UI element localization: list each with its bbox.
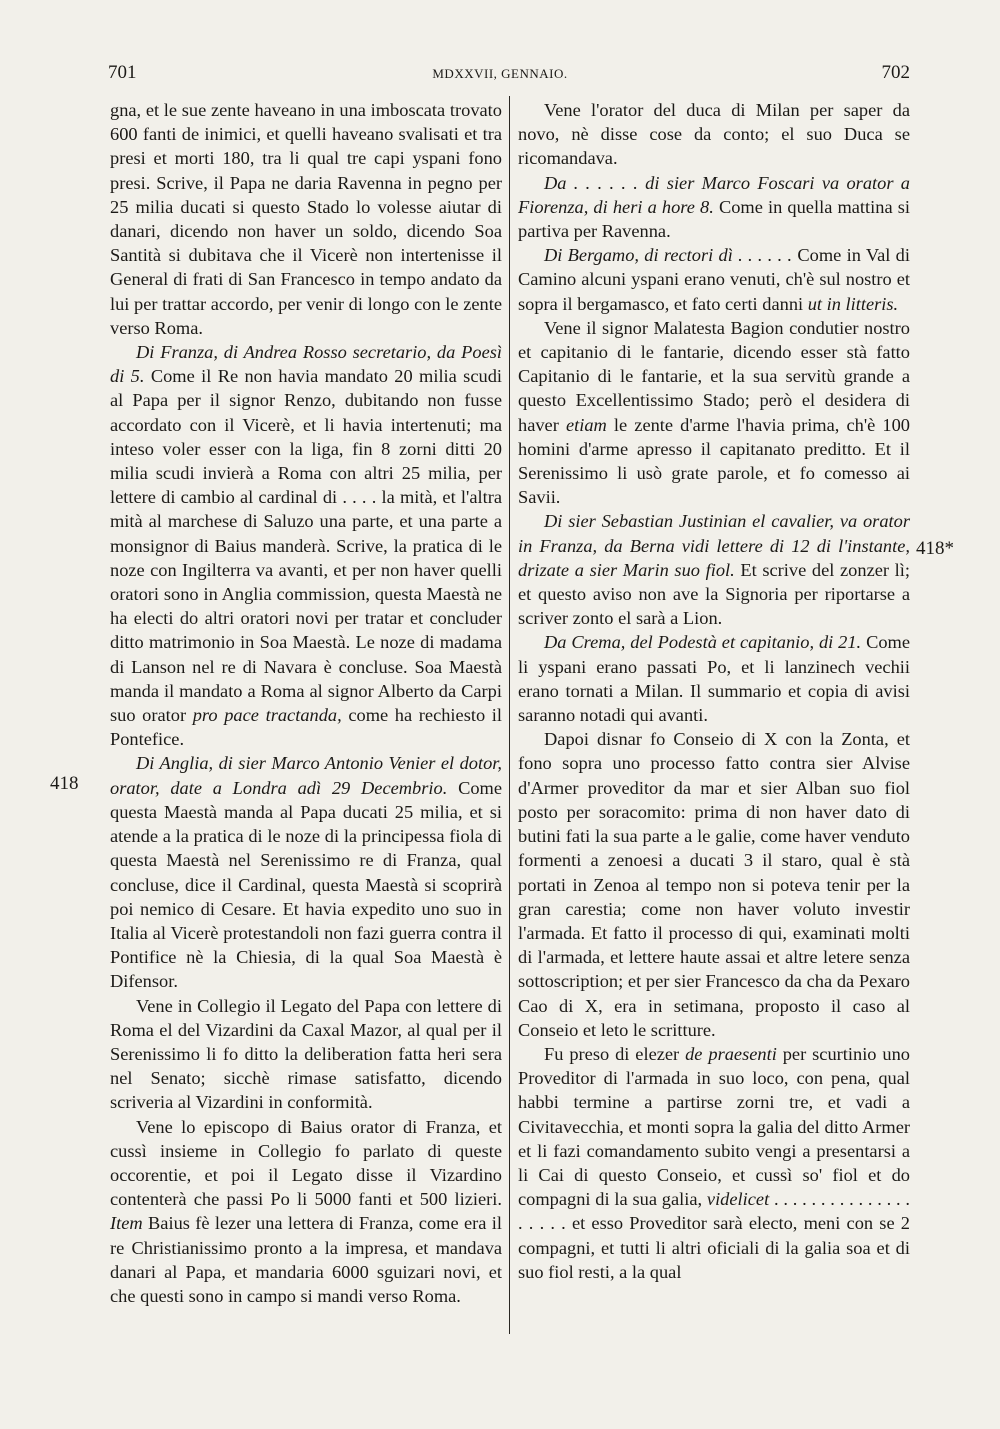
paragraph: Vene il signor Malatesta Bagion condutier nostro et capitanio di le fantarie, dicendo esser stà fatto Capitanio di le fantarie, et la sua servitù grande a questo Excellentissimo Stado; però el desidera di haver etiam le zente d'arme l'havia prima, ch'è 100 homini d'arme apresso il capitanato preditto. Et il Serenissimo li usò grate parole, et fo comesso ai Savii. bbox=[518, 317, 910, 508]
margin-reference-left: 418 bbox=[50, 773, 79, 794]
paragraph: Vene l'orator del duca di Milan per saper da novo, nè disse cose da conto; el suo Duca se ricomandava. bbox=[518, 100, 910, 169]
running-title: MDXXVII, GENNAIO. bbox=[432, 66, 568, 81]
paragraph: Da . . . . . . di sier Marco Foscari va orator a Fiorenza, di heri a hore 8. Come in quella mattina si partiva per Ravenna. bbox=[518, 172, 910, 242]
paragraph: Di Anglia, di sier Marco Antonio Venier el dotor, orator, date a Londra adì 29 Decembrio. Come questa Maestà manda al Papa ducati 25 milia, et si atende a la pratica di le noze di la principessa fiola di questa Maestà nel Serenissimo re di Franza, qual concluse, dice il Cardinal, questa Maestà si scoprirà poi nemico di Cesare. Et havia expedito uno suo in Italia al Vicerè protestandoli non fazi guerra contra il Pontifice nè la Chiesia, di la qual Soa Maestà è Difensor. bbox=[110, 753, 502, 992]
letter-heading: Di sier Sebastian Justinian el cavalier, va orator in Franza, da Berna vidi lettere di 12 di l'instante, drizate a sier Marin suo fiol. bbox=[518, 511, 910, 580]
paragraph: Vene in Collegio il Legato del Papa con lettere di Roma el del Vizardini da Caxal Mazor, al qual per il Serenissimo li fo ditto la deliberation fatta heri sera nel Senato; sicchè rimase satisfatto, dicendo scriveria al Vizardini in conformità. bbox=[110, 995, 502, 1113]
column-divider bbox=[509, 96, 510, 1334]
margin-reference-right: 418* bbox=[916, 538, 954, 559]
right-column bbox=[518, 98, 910, 1284]
letter-heading: Da . . . . . . di sier Marco Foscari va orator a Fiorenza, di heri a hore 8. bbox=[518, 172, 910, 217]
left-column bbox=[110, 98, 502, 1308]
letter-heading: Di Franza, di Andrea Rosso secretario, da Poesì di 5. bbox=[110, 342, 502, 387]
page-number-right: 702 bbox=[881, 62, 910, 83]
page-header bbox=[0, 62, 1000, 86]
paragraph: Fu preso di elezer de praesenti per scurtinio uno Proveditor di l'armada in suo loco, con pena, qual habbi termine a partirse zorni tre, et vadi a Civitavecchia, et monti sopra la galia del ditto Armer et li fazi comandamento subito vengi a presentarsi a li Cai di questo Conseio, et cussì so' fiol et do compagni di la sua galia, videlicet . . . . . . . . . . . . . . . . . . . . et esso Proveditor sarà electo, meni con se 2 compagni, et tutti li altri oficiali di la galia soa et di suo fiol resti, a la qual bbox=[518, 1043, 910, 1282]
letter-heading: Di Anglia, di sier Marco Antonio Venier el dotor, orator, date a Londra adì 29 Decembrio. bbox=[110, 753, 502, 798]
paragraph: Vene lo episcopo di Baius orator di Franza, et cussì insieme in Collegio fo parlato di queste occorentie, et poi il Legato disse il Vizardino contenterà che passi Po li 5000 fanti et 500 lizieri. Item Baius fè lezer una lettera di Franza, come era il re Christianissimo pronto a la impresa, et mandava danari al Papa, et mandaria 6000 sguizari novi, et che questi sono in campo si mandi verso Roma. bbox=[110, 1116, 502, 1306]
paragraph: Dapoi disnar fo Conseio di X con la Zonta, et fono sopra uno processo fatto contra sier Alvise d'Armer proveditor da mar et sier Alban suo fiol posto per soracomito: prima di non haver dato di butini fati la sua parte a le galie, come haver venduto formenti a zenoesi a ducati 3 il staro, qual è stà portati in Zenoa al tempo non si poteva tenir per la gran carestia; come non haver voluto investir l'armada. Et fatto il processo di qui, examinati molti di l'armada, et lettere haute assai et altre letere senza sottoscription; et per sier Francesco da cha da Pexaro Cao di X, era in setimana, proposto il caso al Conseio et leto le scritture. bbox=[518, 729, 910, 1040]
letter-heading: Di Bergamo, di rectori dì . . . . . . bbox=[544, 245, 793, 266]
page-number-left: 701 bbox=[108, 62, 137, 83]
paragraph: Di Franza, di Andrea Rosso secretario, da Poesì di 5. Come il Re non havia mandato 20 milia scudi al Papa per il signor Renzo, dubitando non fusse accordato con il Vicerè, et li havia intertenuti; ma inteso voler esser con la liga, fin 8 zorni ditti 20 milia scudi invierà a Roma con altri 25 milia, per lettere di cambio al cardinal di . . . . la mità, et l'altra mità al marchese di Saluzo una parte, et una parte a monsignor di Baius manderà. Scrive, la pratica di le noze con Ingilterra va avanti, et per non haver quelli oratori sono in Anglia commission, questa Maestà ne ha electi do altri oratori novi per tratar et concluder ditto matrimonio in Soa Maestà. Le noze di madama di Lanson nel re di Navara è concluse. Soa Maestà manda il mandato a Roma al signor Alberto da Carpi suo orator pro pace tractanda, come ha rechiesto il Pontefice. bbox=[110, 342, 503, 750]
paragraph: gna, et le sue zente haveano in una imboscata trovato 600 fanti de inimici, et quelli haveano svalisati et tra presi et morti 180, tra li qual tre capi yspani fono presi. Scrive, il Papa ne daria Ravenna in pegno per 25 milia ducati si questo Stado lo volesse aiutar di danari, dicendo non haver un soldo, dicendo Soa Santità si dubitava che il Vicerè non intertenisse il General di frati di San Francesco in tempo andato da lui per trattar accordo, per venir di longo con le zente verso Roma. bbox=[110, 100, 502, 338]
letter-heading: Da Crema, del Podestà et capitanio, di 21. bbox=[544, 632, 862, 653]
paragraph: Di Bergamo, di rectori dì . . . . . . Come in Val di Camino alcuni yspani erano venuti, ch'è sul nostro et sopra il bergamasco, et fato certi danni ut in litteris. bbox=[518, 245, 910, 314]
paragraph: Da Crema, del Podestà et capitanio, di 21. Come li yspani erano passati Po, et li lanzinech vechii erano tornati a Milan. Il summario et copia di avisi saranno notadi qui avanti. bbox=[518, 632, 911, 726]
paragraph: Di sier Sebastian Justinian el cavalier, va orator in Franza, da Berna vidi lettere di 12 di l'instante, drizate a sier Marin suo fiol. Et scrive del zonzer lì; et questo aviso non ave la Signoria per riportarse a scriver zonto el sarà a Lion. bbox=[518, 511, 910, 629]
